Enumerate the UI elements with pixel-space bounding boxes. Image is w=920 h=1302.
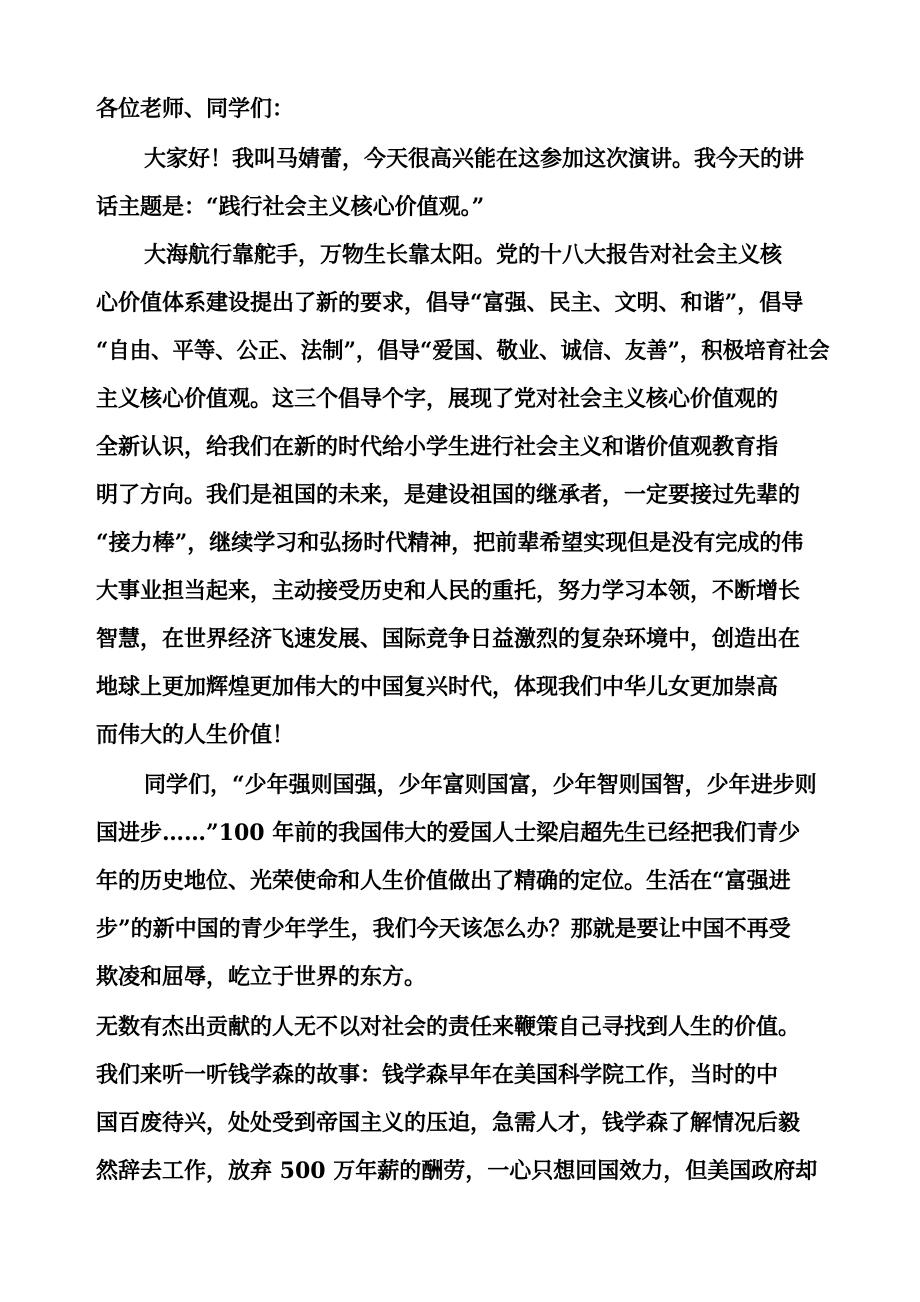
paragraph-line: “自由、平等、公正、法制”，倡导“爱国、敬业、诚信、友善”，积极培育社会 (96, 338, 830, 364)
paragraph-line: 年的历史地位、光荣使命和人生价值做出了精确的定位。生活在“富强进 (96, 868, 791, 894)
paragraph-line: 大家好！我叫马婧蕾，今天很高兴能在这参加这次演讲。我今天的讲 (144, 146, 805, 172)
paragraph-line: 欺凌和屈辱，屹立于世界的东方。 (96, 964, 427, 990)
paragraph-line: 心价值体系建设提出了新的要求，倡导“富强、民主、文明、和谐”，倡导 (96, 290, 804, 316)
paragraph-line: 大事业担当起来，主动接受历史和人民的重托，努力学习本领，不断增长 (96, 578, 801, 604)
paragraph-line: 国进步……”100 年前的我国伟大的爱国人士梁启超先生已经把我们青少 (96, 820, 801, 846)
paragraph-line: 步”的新中国的青少年学生，我们今天该怎么办？那就是要让中国不再受 (96, 916, 791, 942)
paragraph-line: 智慧，在世界经济飞速发展、国际竞争日益激烈的复杂环境中，创造出在 (96, 626, 801, 652)
paragraph-line: 我们来听一听钱学森的故事：钱学森早年在美国科学院工作，当时的中 (96, 1062, 779, 1088)
paragraph-line: 话主题是：“践行社会主义核心价值观。” (96, 194, 485, 220)
paragraph-line: 全新认识，给我们在新的时代给小学生进行社会主义和谐价值观教育指 (96, 434, 779, 460)
paragraph-line: 无数有杰出贡献的人无不以对社会的责任来鞭策自己寻找到人生的价值。 (96, 1014, 801, 1040)
paragraph-line: 大海航行靠舵手，万物生长靠太阳。党的十八大报告对社会主义核 (144, 242, 783, 268)
paragraph-line: 明了方向。我们是祖国的未来，是建设祖国的继承者，一定要接过先辈的 (96, 482, 801, 508)
paragraph-line: 而伟大的人生价值！ (96, 722, 295, 748)
paragraph-line: 同学们，“少年强则国强，少年富则国富，少年智则国智，少年进步则 (144, 772, 817, 798)
paragraph-line: “接力棒”，继续学习和弘扬时代精神，把前辈希望实现但是没有完成的伟 (96, 530, 804, 556)
paragraph-line: 然辞去工作，放弃 500 万年薪的酬劳，一心只想回国效力，但美国政府却 (96, 1158, 818, 1184)
paragraph-line: 地球上更加辉煌更加伟大的中国复兴时代，体现我们中华儿女更加崇高 (96, 674, 779, 700)
paragraph-line: 主义核心价值观。这三个倡导个字，展现了党对社会主义核心价值观的 (96, 386, 779, 412)
greeting-line: 各位老师、同学们： (96, 96, 295, 122)
paragraph-line: 国百废待兴，处处受到帝国主义的压迫，急需人才，钱学森了解情况后毅 (96, 1110, 801, 1136)
